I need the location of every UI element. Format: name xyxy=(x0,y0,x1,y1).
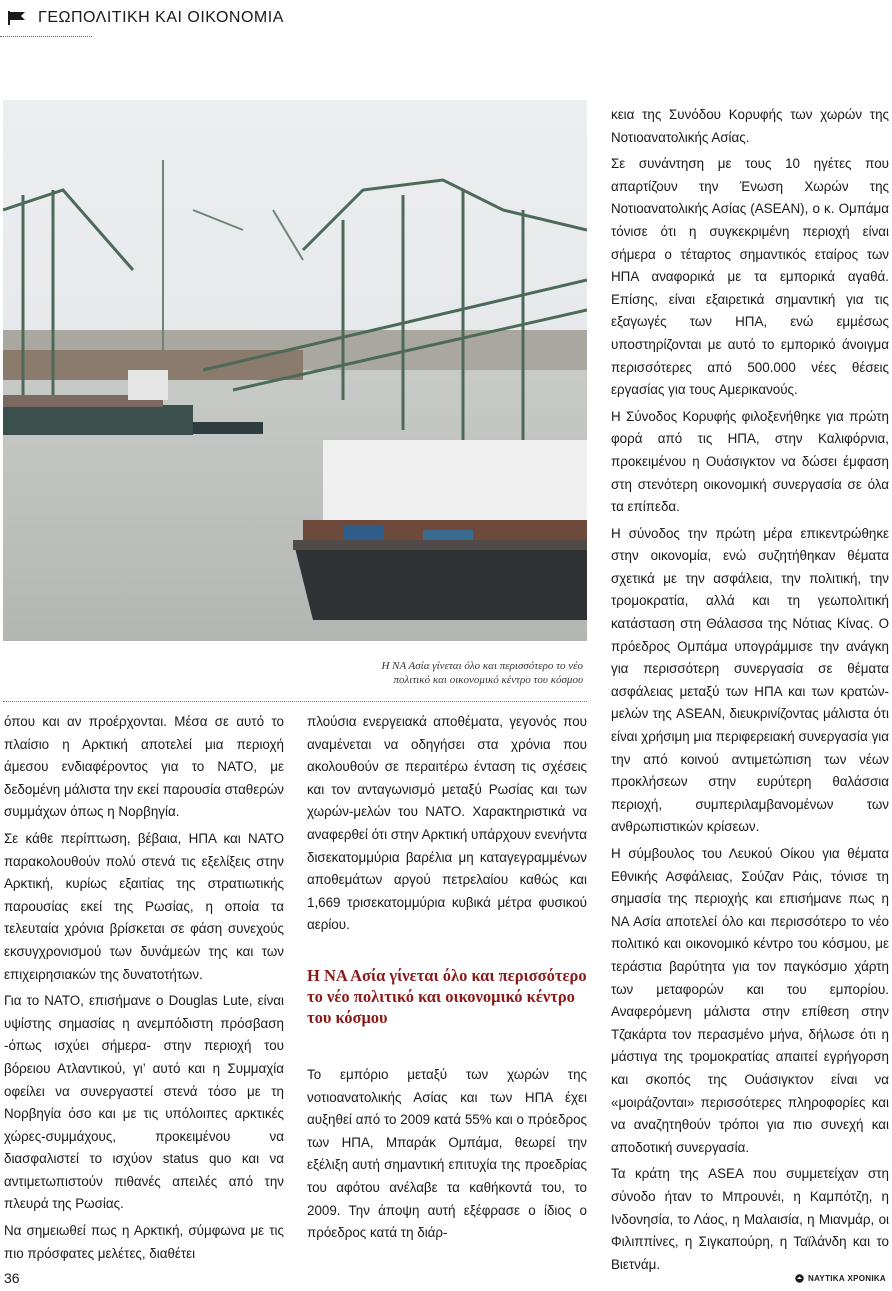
photo-caption xyxy=(300,659,583,687)
paragraph: Η Σύνοδος Κορυφής φιλοξενήθηκε για πρώτη φορά από τις ΗΠΑ, στην Καλιφόρνια, προκειμένου η Ουάσιγκτον να δώσει έμφαση στη στενότερη οικονομική συνεργασία σε όλα τα επίπεδα. xyxy=(611,408,889,515)
caption-line-1: Η ΝΑ Ασία γίνεται όλο και περισσότερο το νέο xyxy=(381,660,583,672)
page-number: 36 xyxy=(4,1270,20,1286)
port-photo xyxy=(3,100,587,641)
flag-icon xyxy=(8,11,26,25)
paragraph: Το εμπόριο μεταξύ των χωρών της νοτιοανατολικής Ασίας και των ΗΠΑ έχει αυξηθεί από το 2009 κατά 55% και ο πρόεδρος των ΗΠΑ, Μπαράκ Ομπάμα, θεωρεί την εξέλιξη αυτή σημαντική επιτυχία της προεδρίας του αφότου ανέλαβε τα καθήκοντά του, το 2009. Την άποψη αυτή εξέφρασε ο ίδιος ο πρόεδρος κατά τη διάρ- xyxy=(307,1066,587,1241)
caption-line-2: πολιτικό και οικονομικό κέντρο του κόσμου xyxy=(393,674,583,686)
paragraph: όπου και αν προέρχονται. Μέσα σε αυτό το πλαίσιο η Αρκτική αποτελεί μια περιοχή άμεσου ενδιαφέροντος για το ΝΑΤΟ, με δεδομένη μάλιστα την εκεί παρουσία σταθερών συμμάχων όπως η Νορβηγία. xyxy=(4,714,284,820)
paragraph: Η σύνοδος την πρώτη μέρα επικεντρώθηκε στην οικονομία, ενώ συζητήθηκαν θέματα σχετικά με την ασφάλεια, την πολιτική, την τρομοκρατία, αλλά και τη γεωπολιτική κατάσταση στη Θάλασσα της Νότιας Κίνας. Ο πρόεδρος Ομπάμα υπογράμμισε την ανάγκη για περισσότερη συνεργασία σε θέματα ασφάλειας μεταξύ των ΗΠΑ και των κρατών-μελών της ASEAN, διευκρινίζοντας μάλιστα ότι είναι χρήσιμη μια περιφερειακή συνεργασία για την από κοινού αντιμετώπιση των νέων προκλήσεων στην ευρύτερη θαλάσσια περιοχή, συμπεριλαμβανομένων των ανθρωπιστικών κρίσεων. xyxy=(611,525,889,835)
publication-brand xyxy=(795,1274,886,1283)
circle-logo-icon xyxy=(795,1274,804,1283)
caption-divider xyxy=(3,701,587,702)
paragraph: Τα κράτη της ASEA που συμμετείχαν στη σύνοδο ήταν το Μπρουνέι, η Καμπότζη, η Ινδονησία, το Λάος, η Μαλαισία, η Μιανμάρ, οι Φιλιππίνες, η Σιγκαπούρη, η Ταϊλάνδη και το Βιετνάμ. xyxy=(611,1166,889,1272)
paragraph: Η σύμβουλος του Λευκού Οίκου για θέματα Εθνικής Ασφάλειας, Σούζαν Ράις, τόνισε τη σημασία της περιοχής και επισήμανε πως η ΝΑ Ασία αποτελεί όλο και περισσότερο το νέο πολιτικό και οικονομικό κέντρο του κόσμου, με τεράστια βαρύτητα για τον παγκόσμιο χάρτη των μεταφορών και του εμπορίου. Αναφερόμενη μάλιστα στην επίθεση στην Τζακάρτα τον περασμένο μήνα, δήλωσε ότι η μάστιγα της τρομοκρατίας απαιτεί εγρήγορση και σκοπός της Ουάσιγκτον είναι να «μοιράζονται» περισσότερες πληροφορίες και να αναζητηθούν τρόποι για πιο συνεχή και αποδοτική συνεργασία. xyxy=(611,846,889,1155)
paragraph: Για το ΝΑΤΟ, επισήμανε ο Douglas Lute, είναι υψίστης σημασίας η ανεμπόδιστη πρόσβαση -όπως ισχύει σήμερα- στην περιοχή του βόρειου Ατλαντικού, γι’ αυτό και η Συμμαχία οφείλει να συνεργαστεί στενά τόσο με τη Νορβηγία όσο και με τις υπόλοιπες αρκτικές χώρες-συμμάχους, προκειμένου να διασφαλιστεί το ισχύον status quo και να αντιμετωπιστούν πιθανές απειλές από την πλευρά της Ρωσίας. xyxy=(4,993,284,1212)
section-title: ΓΕΩΠΟΛΙΤΙΚΗ ΚΑΙ ΟΙΚΟΝΟΜΙΑ xyxy=(38,9,284,26)
paragraph: Σε κάθε περίπτωση, βέβαια, ΗΠΑ και ΝΑΤΟ παρακολουθούν πολύ στενά τις εξελίξεις στην Αρκτική, κυρίως εξαιτίας της στρατιωτικής παρουσίας εκεί της Ρωσίας, η οποία τα τελευταία χρόνια βρίσκεται σε φάση συνεχούς εκσυγχρονισμού των δυνάμεών της και των επιχειρησιακών της δυνατοτήτων. xyxy=(4,830,284,982)
article-subheading: Η ΝΑ Ασία γίνεται όλο και περισσότερο το νέο πολιτικό και οικονομικό κέντρο του κόσμου xyxy=(307,965,587,1027)
article-column-3 xyxy=(611,104,889,1280)
page-header xyxy=(8,6,284,30)
article-column-1 xyxy=(4,711,284,1269)
paragraph: Σε συνάντηση με τους 10 ηγέτες που απαρτίζουν την Ένωση Χωρών της Νοτιοανατολικής Ασίας (ASEAN), ο κ. Ομπάμα τόνισε ότι η συγκεκριμένη περιοχή είναι σήμερα ο τέταρτος σημαντικός εταίρος των ΗΠΑ αναφορικά με τα εμπορικά αγαθά. Επίσης, είναι εξαιρετικά σημαντική για τις εξαγωγές των ΗΠΑ, ενώ εμμέσως υποστηρίζονται με αυτό το εμπορικό άνοιγμα περισσότερες από 500.000 νέες θέσεις εργασίας για τους Αμερικανούς. xyxy=(611,156,889,398)
brand-name: ΝΑΥΤΙΚΑ ΧΡΟΝΙΚΑ xyxy=(808,1274,886,1283)
paragraph: Να σημειωθεί πως η Αρκτική, σύμφωνα με τις πιο πρόσφατες μελέτες, διαθέτει xyxy=(4,1223,284,1261)
paragraph: πλούσια ενεργειακά αποθέματα, γεγονός που αναμένεται να οδηγήσει στα χρόνια που ακολουθούν σε περαιτέρω ένταση τις σχέσεις και τον ανταγωνισμό μεταξύ Ρωσίας και των χωρών-μελών του ΝΑΤΟ. Χαρακτηριστικά να αναφερθεί ότι στην Αρκτική υπάρχουν ενενήντα δισεκατομμύρια βαρέλια μη καταγεγραμμένων αποθεμάτων αργού πετρελαίου καθώς και 1,669 τρισεκατομμύρια κυβικά μέτρα φυσικού αερίου. xyxy=(307,714,587,933)
paragraph: κεια της Συνόδου Κορυφής των χωρών της Νοτιοανατολικής Ασίας. xyxy=(611,107,889,145)
article-column-2 xyxy=(307,711,587,1249)
header-divider xyxy=(0,36,92,37)
